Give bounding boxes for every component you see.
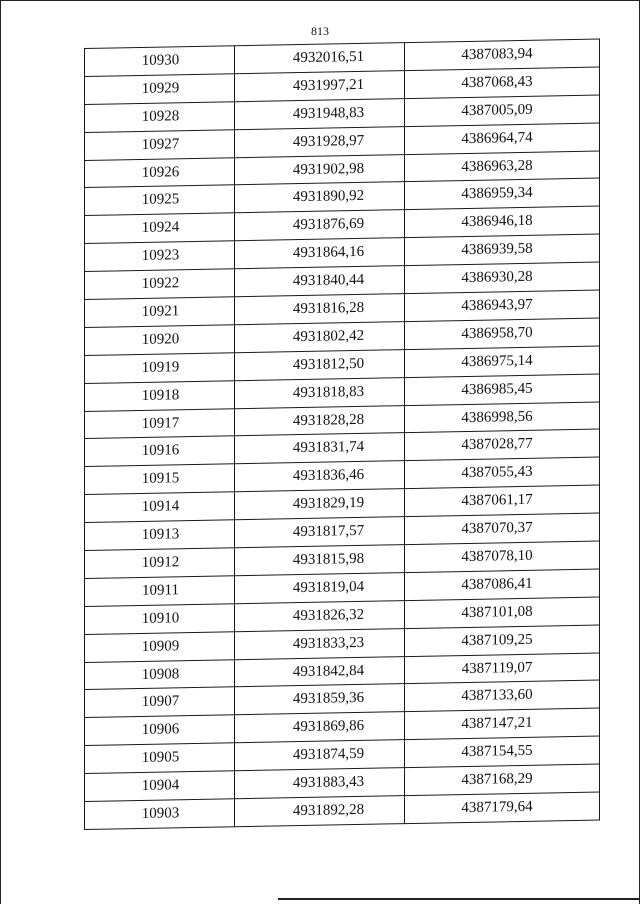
x-coordinate-cell: 4932016,51	[235, 43, 405, 74]
x-coordinate-cell: 4931815,98	[235, 545, 405, 576]
y-coordinate-cell: 4387005,09	[405, 95, 600, 126]
y-coordinate-cell: 4387119,07	[405, 653, 600, 684]
point-id-cell: 10916	[85, 436, 235, 467]
y-coordinate-cell: 4387070,37	[405, 513, 600, 544]
y-coordinate-cell: 4387147,21	[405, 708, 600, 739]
point-id-cell: 10918	[85, 380, 235, 411]
y-coordinate-cell: 4386959,34	[405, 179, 600, 210]
x-coordinate-cell: 4931928,97	[235, 126, 405, 157]
x-coordinate-cell: 4931876,69	[235, 210, 405, 241]
x-coordinate-cell: 4931859,36	[235, 684, 405, 715]
point-id-cell: 10909	[85, 631, 235, 662]
point-id-cell: 10919	[85, 353, 235, 384]
point-id-cell: 10914	[85, 492, 235, 523]
point-id-cell: 10928	[85, 102, 235, 133]
x-coordinate-cell: 4931948,83	[235, 98, 405, 129]
x-coordinate-cell: 4931842,84	[235, 656, 405, 687]
y-coordinate-cell: 4387078,10	[405, 541, 600, 572]
x-coordinate-cell: 4931831,74	[235, 433, 405, 464]
y-coordinate-cell: 4387083,94	[405, 39, 600, 70]
x-coordinate-cell: 4931812,50	[235, 349, 405, 380]
y-coordinate-cell: 4387101,08	[405, 597, 600, 628]
page-number: 813	[311, 24, 329, 38]
point-id-cell: 10907	[85, 687, 235, 718]
x-coordinate-cell: 4931840,44	[235, 266, 405, 297]
x-coordinate-cell: 4931869,86	[235, 712, 405, 743]
x-coordinate-cell: 4931818,83	[235, 377, 405, 408]
x-coordinate-cell: 4931874,59	[235, 740, 405, 771]
point-id-cell: 10903	[85, 799, 235, 830]
x-coordinate-cell: 4931890,92	[235, 182, 405, 213]
point-id-cell: 10908	[85, 659, 235, 690]
point-id-cell: 10923	[85, 241, 235, 272]
x-coordinate-cell: 4931997,21	[235, 71, 405, 102]
y-coordinate-cell: 4386946,18	[405, 206, 600, 237]
coordinates-table-wrapper	[84, 39, 599, 830]
coordinates-table	[84, 39, 600, 830]
point-id-cell: 10930	[85, 46, 235, 77]
point-id-cell: 10904	[85, 771, 235, 802]
point-id-cell: 10925	[85, 185, 235, 216]
point-id-cell: 10912	[85, 548, 235, 579]
point-id-cell: 10920	[85, 325, 235, 356]
point-id-cell: 10913	[85, 520, 235, 551]
point-id-cell: 10911	[85, 576, 235, 607]
x-coordinate-cell: 4931829,19	[235, 489, 405, 520]
x-coordinate-cell: 4931828,28	[235, 405, 405, 436]
point-id-cell: 10926	[85, 157, 235, 188]
x-coordinate-cell: 4931883,43	[235, 768, 405, 799]
x-coordinate-cell: 4931819,04	[235, 573, 405, 604]
y-coordinate-cell: 4387086,41	[405, 569, 600, 600]
x-coordinate-cell: 4931833,23	[235, 628, 405, 659]
y-coordinate-cell: 4386998,56	[405, 402, 600, 433]
y-coordinate-cell: 4386964,74	[405, 123, 600, 154]
point-id-cell: 10922	[85, 269, 235, 300]
y-coordinate-cell: 4387068,43	[405, 67, 600, 98]
point-id-cell: 10905	[85, 743, 235, 774]
y-coordinate-cell: 4387179,64	[405, 792, 600, 823]
point-id-cell: 10924	[85, 213, 235, 244]
point-id-cell: 10929	[85, 74, 235, 105]
y-coordinate-cell: 4386963,28	[405, 151, 600, 182]
x-coordinate-cell: 4931892,28	[235, 796, 405, 827]
y-coordinate-cell: 4386943,97	[405, 290, 600, 321]
x-coordinate-cell: 4931864,16	[235, 238, 405, 269]
y-coordinate-cell: 4386958,70	[405, 318, 600, 349]
x-coordinate-cell: 4931802,42	[235, 322, 405, 353]
point-id-cell: 10917	[85, 408, 235, 439]
point-id-cell: 10910	[85, 604, 235, 635]
y-coordinate-cell: 4386985,45	[405, 374, 600, 405]
point-id-cell: 10906	[85, 715, 235, 746]
y-coordinate-cell: 4387061,17	[405, 485, 600, 516]
y-coordinate-cell: 4387109,25	[405, 625, 600, 656]
y-coordinate-cell: 4386939,58	[405, 234, 600, 265]
point-id-cell: 10927	[85, 129, 235, 160]
point-id-cell: 10921	[85, 297, 235, 328]
y-coordinate-cell: 4387028,77	[405, 430, 600, 461]
coordinates-table-body	[85, 39, 600, 829]
x-coordinate-cell: 4931836,46	[235, 461, 405, 492]
x-coordinate-cell: 4931816,28	[235, 294, 405, 325]
y-coordinate-cell: 4386930,28	[405, 262, 600, 293]
x-coordinate-cell: 4931902,98	[235, 154, 405, 185]
point-id-cell: 10915	[85, 464, 235, 495]
y-coordinate-cell: 4387055,43	[405, 457, 600, 488]
y-coordinate-cell: 4387133,60	[405, 681, 600, 712]
y-coordinate-cell: 4387168,29	[405, 764, 600, 795]
x-coordinate-cell: 4931817,57	[235, 517, 405, 548]
y-coordinate-cell: 4386975,14	[405, 346, 600, 377]
x-coordinate-cell: 4931826,32	[235, 600, 405, 631]
bottom-edge-line	[278, 898, 640, 900]
y-coordinate-cell: 4387154,55	[405, 736, 600, 767]
